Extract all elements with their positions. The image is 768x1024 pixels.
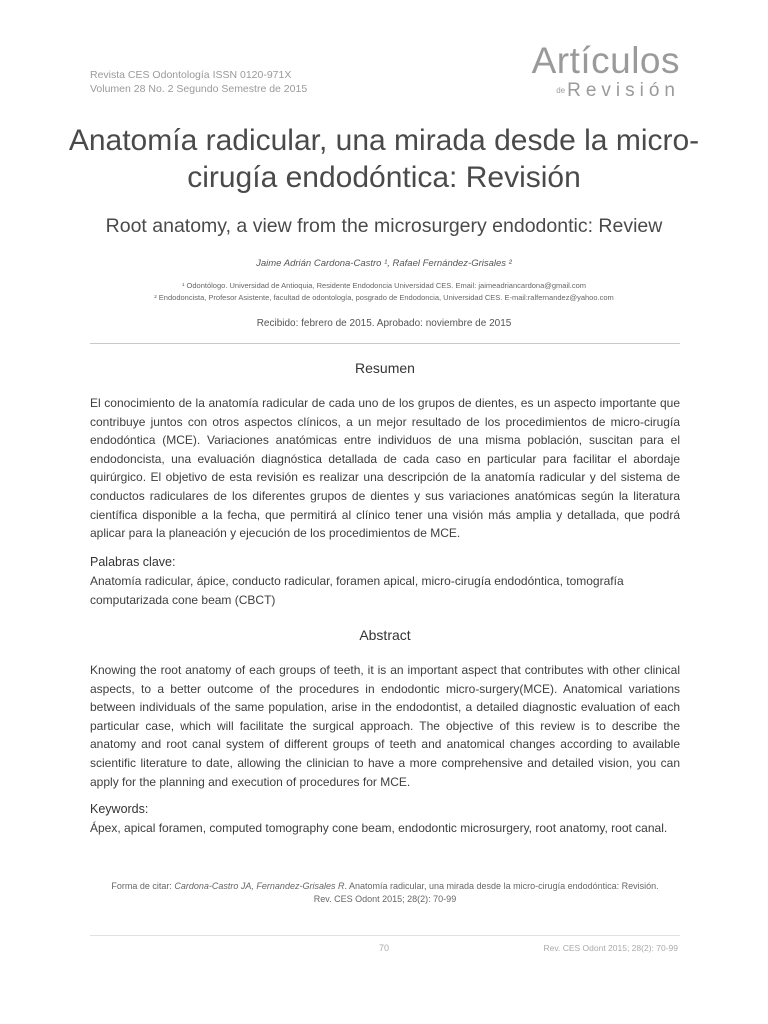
footer-reference: Rev. CES Odont 2015; 28(2): 70-99 (543, 943, 678, 953)
article-subtitle: Root anatomy, a view from the microsurgery endodontic: Review (105, 215, 663, 237)
article-authors: Jaime Adrián Cardona-Castro ¹, Rafael Fernández-Grisales ² (256, 258, 512, 269)
page-number: 70 (378, 943, 389, 953)
citation-rest: . Anatomía radicular, una mirada desde la micro-cirugía endodóntica: Revisión. (344, 881, 659, 891)
journal-info (90, 68, 307, 96)
section-brand-de: de (556, 86, 566, 95)
journal-volume: Volumen 28 No. 2 Segundo Semestre de 2015 (90, 83, 308, 95)
citation-prefix: Forma de citar: (111, 881, 175, 891)
affiliation-1: ¹ Odontólogo. Universidad de Antioquia, Residente Endodoncia Universidad CES. Email: jaimeadriancardona@gmail.com (181, 281, 587, 290)
section-brand-articulos: Artículos (531, 40, 680, 81)
article-title: Anatomía radicular, una mirada desde la micro-cirugía endodóntica: Revisión (68, 124, 700, 194)
divider-footer (90, 935, 680, 936)
abstract-heading: Abstract (359, 627, 411, 643)
resumen-heading: Resumen (355, 360, 415, 376)
palabras-clave-text: Anatomía radicular, ápice, conducto radicular, foramen apical, micro-cirugía endodóntica, tomografía computarizada cone beam (CBCT) (90, 574, 624, 607)
received-approved-dates: Recibido: febrero de 2015. Aprobado: noviembre de 2015 (256, 318, 512, 329)
divider-top (90, 343, 680, 344)
section-brand-revision (556, 80, 680, 102)
resumen-text: El conocimiento de la anatomía radicular de cada uno de los grupos de dientes, es un aspecto importante que contribuye juntos con otros aspectos clínicos, a un mejor resultado de los procedimientos de micro-cirugía endodóntica (MCE). Variaciones anatómicas entre individuos de una misma población, suscitan para el endodoncista, una evaluación diagnóstica detallada de cada caso en particular para facilitar el abordaje quirúrgico. El objetivo de esta revisión es realizar una descripción de la anatomía radicular y del sistema de conductos radiculares de los diferentes grupos de dientes y sus variaciones anatómicas según la literatura científica disponible a la fecha, que permitirá al clínico tener una visión más amplia y detallada, que podrá aplicar para la planeación y ejecución de los procedimientos de MCE. (90, 396, 680, 541)
citation (90, 880, 680, 906)
citation-line-2: Rev. CES Odont 2015; 28(2): 70-99 (313, 894, 457, 904)
keywords-label: Keywords: (90, 802, 149, 816)
citation-line-1 (90, 880, 680, 893)
keywords-text: Ápex, apical foramen, computed tomography cone beam, endodontic microsurgery, root anatomy, root canal. (90, 821, 668, 835)
section-brand-revision-word: Revisión (567, 80, 680, 102)
abstract-text: Knowing the root anatomy of each groups of teeth, it is an important aspect that contributes with other clinical aspects, to a better outcome of the procedures in endodontic micro-surgery(MCE). Anatomical variations between individuals of the same population, arise in the endodontist, a detailed diagnostic evaluation of each particular case, which will facilitate the surgical approach. The objective of this review is to describe the anatomy and root canal system of different groups of teeth and anatomical changes according to available scientific literature to date, allowing the clinician to have a more comprehensive and detailed vision, you can apply for the planning and execution of procedures for MCE. (90, 663, 680, 789)
palabras-clave-label: Palabras clave: (90, 555, 176, 569)
citation-authors: Cardona-Castro JA, Fernandez-Grisales R (174, 881, 345, 891)
journal-issn: Revista CES Odontología ISSN 0120-971X (90, 69, 292, 81)
affiliation-2: ² Endodoncista, Profesor Asistente, facultad de odontología, posgrado de Endodoncia, Universidad CES. E-mail:ralfernandez@yahoo.com (154, 293, 614, 302)
